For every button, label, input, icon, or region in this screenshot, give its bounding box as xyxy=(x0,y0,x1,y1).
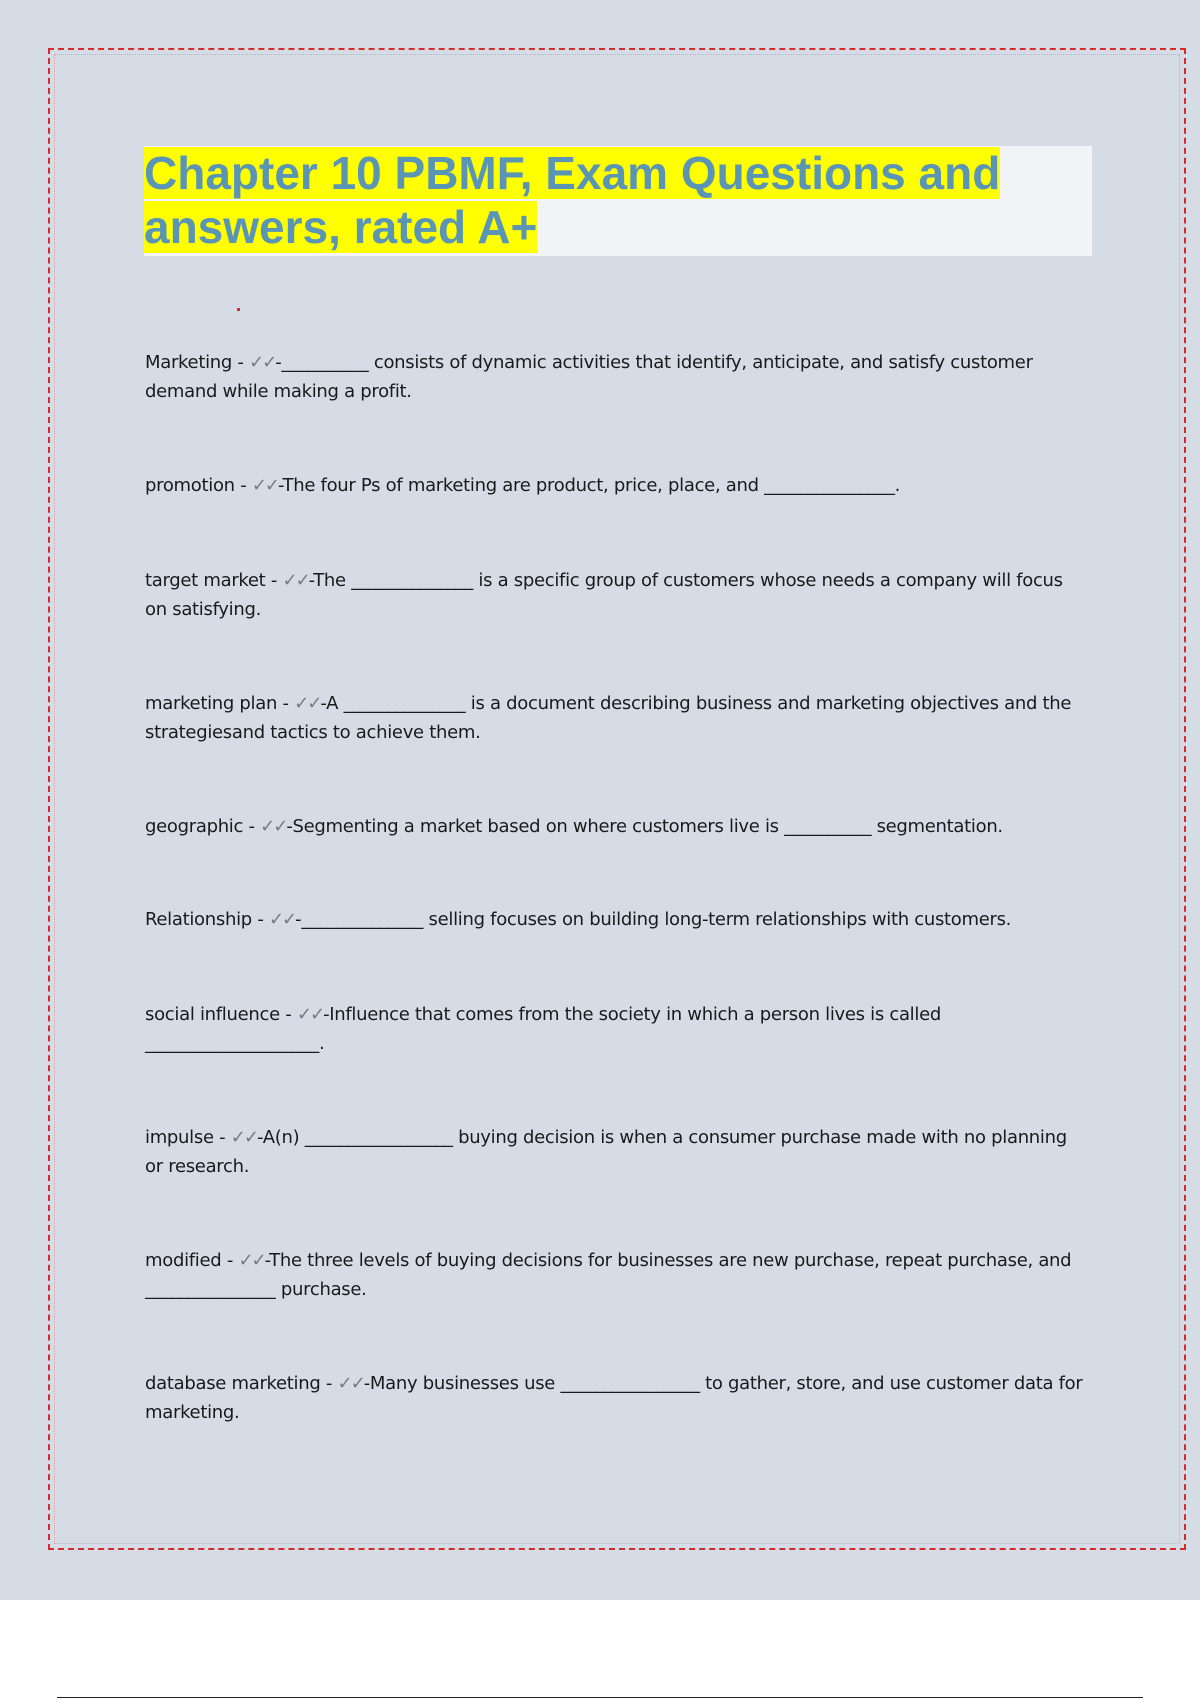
qa-term: promotion xyxy=(145,475,235,496)
qa-item: Marketing - ✓✓-__________ consists of dynamic activities that identify, anticipate, and satisfy customer demand while making a profit. xyxy=(145,352,1033,402)
qa-item: modified - ✓✓-The three levels of buying decisions for businesses are new purchase, repeat purchase, and _______________ purchase. xyxy=(145,1250,1072,1300)
page-border xyxy=(48,48,1186,1550)
qa-question: -The four Ps of marketing are product, price, place, and _______________. xyxy=(278,475,901,496)
qa-question: -Many businesses use ________________ to gather, store, and use customer data for marketing. xyxy=(145,1373,1083,1423)
title-line-2: answers, rated A+ xyxy=(144,201,538,253)
double-check-icon: ✓✓ xyxy=(249,352,276,373)
qa-item: database marketing - ✓✓-Many businesses use ________________ to gather, store, and use customer data for marketing. xyxy=(145,1373,1083,1423)
qa-item: target market - ✓✓-The ______________ is a specific group of customers whose needs a company will focus on satisfying. xyxy=(145,570,1063,620)
qa-question: -A ______________ is a document describing business and marketing objectives and the strategiesand tactics to achieve them. xyxy=(145,693,1072,743)
qa-term: modified xyxy=(145,1250,222,1271)
qa-question: -Segmenting a market based on where customers live is __________ segmentation. xyxy=(286,816,1003,837)
title-line-1: Chapter 10 PBMF, Exam Questions and xyxy=(144,147,1001,199)
double-check-icon: ✓✓ xyxy=(296,1004,324,1025)
qa-item: Relationship - ✓✓-______________ selling focuses on building long-term relationships with customers. xyxy=(145,909,1012,930)
qa-term: target market xyxy=(145,570,266,591)
qa-term: Relationship xyxy=(145,909,252,930)
qa-item: geographic - ✓✓-Segmenting a market based on where customers live is __________ segmentation. xyxy=(145,816,1003,837)
double-check-icon: ✓✓ xyxy=(230,1127,257,1148)
qa-item: marketing plan - ✓✓-A ______________ is a document describing business and marketing objectives and the strategiesand tactics to achieve them. xyxy=(145,693,1072,743)
qa-item: promotion - ✓✓-The four Ps of marketing are product, price, place, and _______________. xyxy=(145,475,901,496)
qa-term: geographic xyxy=(145,816,244,837)
qa-item: social influence - ✓✓-Influence that comes from the society in which a person lives is called ____________________. xyxy=(145,1004,941,1054)
double-check-icon: ✓✓ xyxy=(251,475,278,496)
qa-term: marketing plan xyxy=(145,693,278,714)
document-title xyxy=(144,146,1092,254)
red-dot-mark xyxy=(237,308,240,311)
double-check-icon: ✓✓ xyxy=(268,909,296,930)
qa-term: database marketing xyxy=(145,1373,321,1394)
qa-question: -A(n) _________________ buying decision is when a consumer purchase made with no planning or research. xyxy=(145,1127,1067,1177)
qa-term: impulse xyxy=(145,1127,214,1148)
page-border-inner xyxy=(54,54,1180,1544)
qa-question: -__________ consists of dynamic activities that identify, anticipate, and satisfy customer demand while making a profit. xyxy=(145,352,1033,402)
double-check-icon: ✓✓ xyxy=(282,570,309,591)
double-check-icon: ✓✓ xyxy=(260,816,287,837)
qa-question: -The ______________ is a specific group of customers whose needs a company will focus on satisfying. xyxy=(145,570,1063,620)
qa-question: -______________ selling focuses on building long-term relationships with customers. xyxy=(295,909,1012,930)
qa-item: impulse - ✓✓-A(n) _________________ buying decision is when a consumer purchase made with no planning or research. xyxy=(145,1127,1067,1177)
qa-term: social influence xyxy=(145,1004,280,1025)
qa-question: -Influence that comes from the society in which a person lives is called ____________________. xyxy=(145,1004,941,1054)
footer-rule xyxy=(57,1697,1143,1698)
qa-question: -The three levels of buying decisions for businesses are new purchase, repeat purchase, and _______________ purchase. xyxy=(145,1250,1072,1300)
double-check-icon: ✓✓ xyxy=(294,693,321,714)
double-check-icon: ✓✓ xyxy=(238,1250,265,1271)
qa-term: Marketing xyxy=(145,352,233,373)
double-check-icon: ✓✓ xyxy=(337,1373,364,1394)
